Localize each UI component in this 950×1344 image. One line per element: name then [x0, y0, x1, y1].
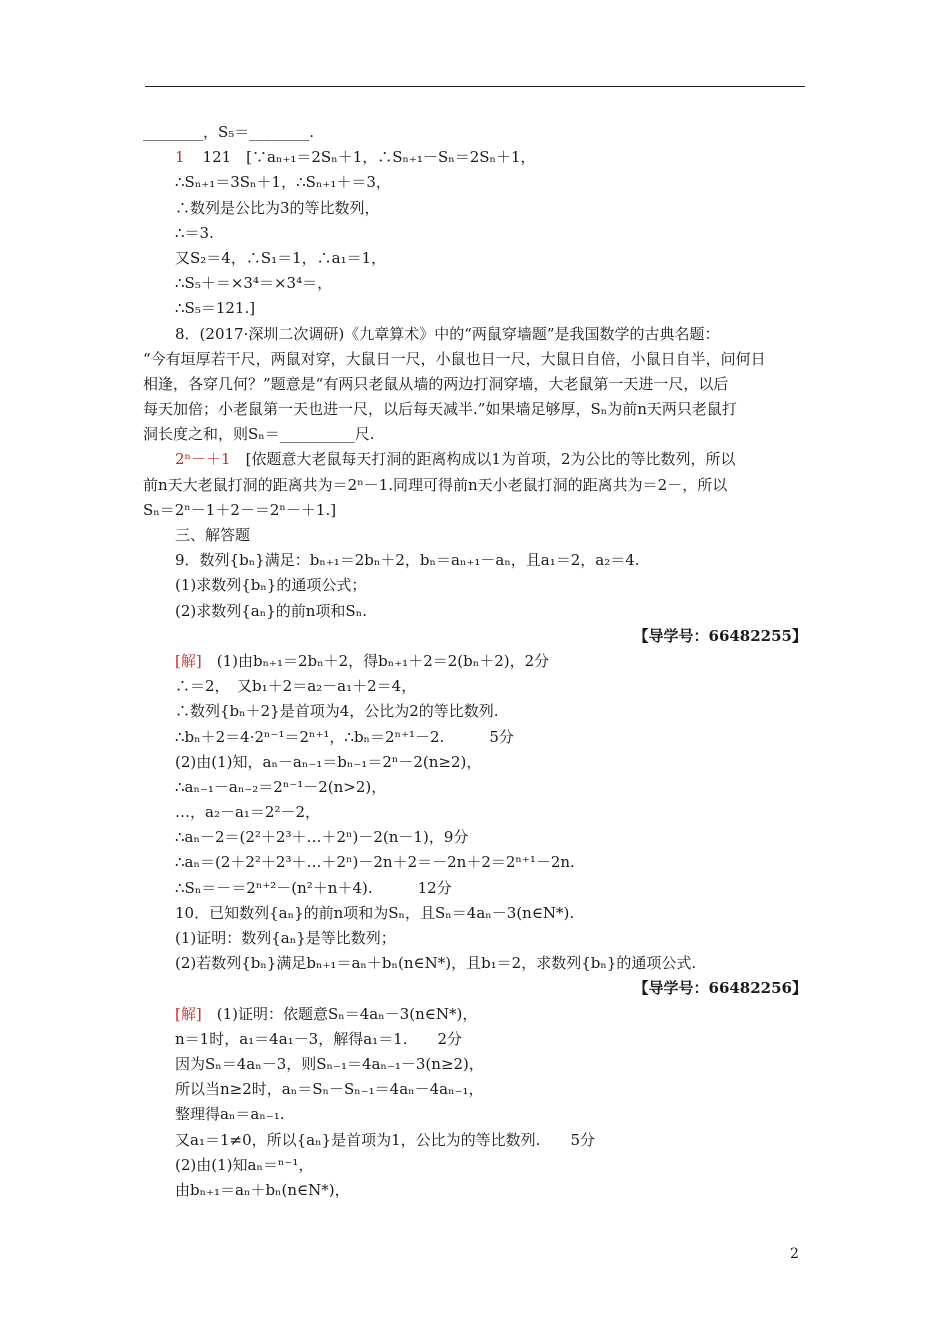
q9-solution-line: ∴数列{bₙ＋2}是首项为4，公比为2的等比数列.: [175, 702, 499, 721]
q10-solution-line: 由bₙ₊₁＝aₙ＋bₙ(n∈N*)，: [175, 1180, 350, 1199]
q10-line: (2)若数列{bₙ}满足bₙ₊₁＝aₙ＋bₙ(n∈N*)，且b₁＝2，求数列{bₙ}的通项公式.: [175, 954, 697, 973]
guide-number: 【导学号：66482256】: [633, 979, 807, 998]
header-rule: [145, 86, 805, 87]
q7-solution-line: ∴＝3.: [175, 223, 214, 242]
q9-line: 9．数列{bₙ}满足：bₙ₊₁＝2bₙ＋2，bₙ＝aₙ₊₁－aₙ，且a₁＝2，a₂＝4.: [175, 551, 640, 570]
q9-solution-line: [解] (1)由bₙ₊₁＝2bₙ＋2，得bₙ₊₁＋2＝2(bₙ＋2)，2分: [175, 651, 550, 670]
q7-solution-line: ∴S₅＝121.]: [175, 299, 256, 318]
q8-line: 每天加倍；小老鼠第一天也进一尺，以后每天减半.”如果墙足够厚，Sₙ为前n天两只老鼠打: [143, 400, 737, 419]
solution-label: [解]: [175, 651, 202, 670]
q8-solution-line: 前n天大老鼠打洞的距离共为＝2ⁿ－1.同理可得前n天小老鼠打洞的距离共为＝2－，所以: [143, 475, 728, 494]
q10-solution-line: n＝1时，a₁＝4a₁－3，解得a₁＝1. 2分: [175, 1029, 463, 1048]
q7-solution-line: 又S₂＝4，∴S₁＝1，∴a₁＝1，: [175, 248, 387, 267]
q7-solution-line: ∴数列是公比为3的等比数列，: [175, 198, 380, 217]
q7-solution-line: 1 121 [∵aₙ₊₁＝2Sₙ＋1，∴Sₙ₊₁－Sₙ＝2Sₙ＋1，: [175, 148, 536, 167]
q9-line: (2)求数列{aₙ}的前n项和Sₙ.: [175, 601, 367, 620]
q9-solution-line: …，a₂－a₁＝2²－2，: [175, 803, 321, 822]
document-body: [143, 120, 807, 1203]
q10-line: 10．已知数列{aₙ}的前n项和为Sₙ，且Sₙ＝4aₙ－3(n∈N*).: [175, 903, 575, 922]
q10-solution-line: (2)由(1)知aₙ＝ⁿ⁻¹，: [175, 1155, 314, 1174]
q7-answer-blanks: ________，S₅＝________.: [143, 123, 315, 141]
q8-line: 洞长度之和，则Sₙ＝__________尺.: [143, 425, 375, 444]
q7-solution-line: ∴Sₙ₊₁＝3Sₙ＋1，∴Sₙ₊₁＋＝3，: [175, 173, 391, 192]
q7-solution-line: ∴S₅＋＝×3⁴＝×3⁴＝，: [175, 274, 333, 293]
q8-line: 8．(2017·深圳二次调研)《九章算术》中的“两鼠穿墙题”是我国数学的古典名题：: [175, 324, 720, 343]
q9-solution-line: ∴aₙ₋₁－aₙ₋₂＝2ⁿ⁻¹－2(n>2)，: [175, 777, 387, 796]
q10-solution-line: 所以当n≥2时，aₙ＝Sₙ－Sₙ₋₁＝4aₙ－4aₙ₋₁，: [175, 1080, 484, 1099]
q7-answer: 1: [175, 148, 185, 167]
q9-solution-line: ∴aₙ－2＝(2²＋2³＋…＋2ⁿ)－2(n－1)，9分: [175, 828, 469, 847]
q10-solution-line: [解] (1)证明：依题意Sₙ＝4aₙ－3(n∈N*)，: [175, 1004, 478, 1023]
q9-solution-line: ∴Sₙ＝－＝2ⁿ⁺²－(n²＋n＋4). 12分: [175, 878, 452, 897]
q9-solution-line: ∴＝2， 又b₁＋2＝a₂－a₁＋2＝4，: [175, 677, 417, 696]
page-number: 2: [790, 1246, 799, 1262]
q10-line: (1)证明：数列{aₙ}是等比数列；: [175, 929, 396, 947]
q8-line: “今有垣厚若干尺，两鼠对穿，大鼠日一尺，小鼠也日一尺，大鼠日自倍，小鼠日自半，问何日: [143, 349, 766, 368]
q9-line: (1)求数列{bₙ}的通项公式；: [175, 576, 367, 595]
q8-answer: 2ⁿ－＋1: [175, 450, 231, 469]
q9-solution-line: (2)由(1)知，aₙ－aₙ₋₁＝bₙ₋₁＝2ⁿ－2(n≥2)，: [175, 752, 482, 771]
section-heading: 三、解答题: [175, 526, 251, 544]
solution-label: [解]: [175, 1004, 202, 1023]
q9-solution-line: ∴aₙ＝(2＋2²＋2³＋…＋2ⁿ)－2n＋2＝－2n＋2＝2ⁿ⁺¹－2n.: [175, 853, 575, 872]
q10-solution-line: 因为Sₙ＝4aₙ－3，则Sₙ₋₁＝4aₙ₋₁－3(n≥2)，: [175, 1054, 484, 1073]
q10-solution-line: 整理得aₙ＝aₙ₋₁.: [175, 1105, 285, 1124]
q8-line: 相逢，各穿几何？”题意是“有两只老鼠从墙的两边打洞穿墙，大老鼠第一天进一尺，以后: [143, 374, 729, 393]
q9-solution-line: ∴bₙ＋2＝4·2ⁿ⁻¹＝2ⁿ⁺¹，∴bₙ＝2ⁿ⁺¹－2. 5分: [175, 727, 514, 746]
guide-number: 【导学号：66482255】: [633, 626, 807, 645]
q8-solution-line: Sₙ＝2ⁿ－1＋2－＝2ⁿ－＋1.]: [143, 500, 337, 519]
q10-solution-line: 又a₁＝1≠0，所以{aₙ}是首项为1，公比为的等比数列. 5分: [175, 1130, 595, 1149]
q8-solution-line: 2ⁿ－＋1 [依题意大老鼠每天打洞的距离构成以1为首项，2为公比的等比数列，所以: [175, 450, 736, 469]
